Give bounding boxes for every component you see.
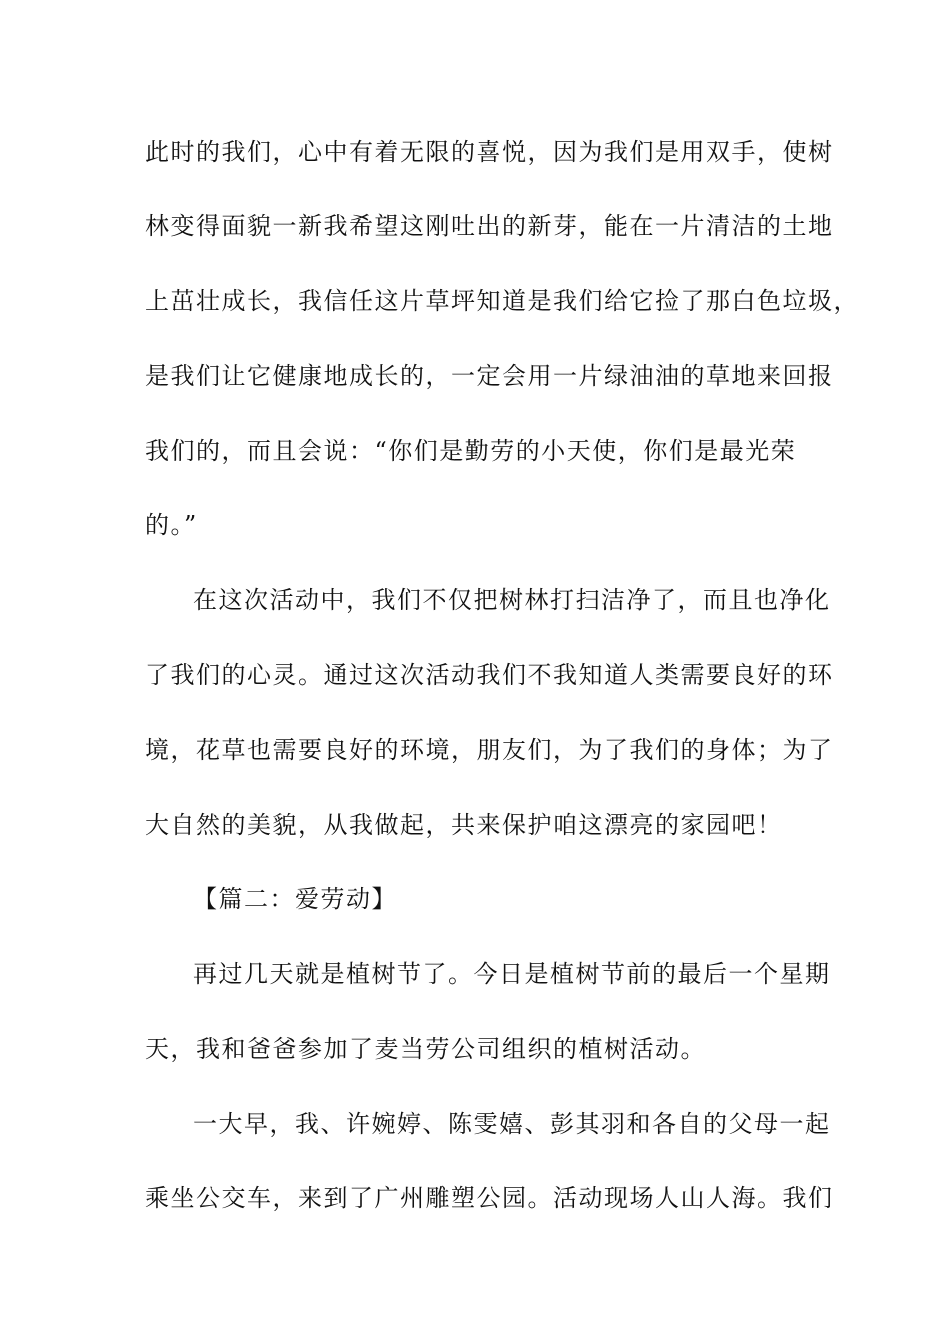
paragraph-line: 大自然的美貌，从我做起，共来保护咱这漂亮的家园吧！ <box>145 811 783 839</box>
paragraph-line: 了我们的心灵。通过这次活动我们不我知道人类需要良好的环 <box>145 661 834 689</box>
paragraph-line: 境，花草也需要良好的环境，朋友们，为了我们的身体；为了 <box>145 736 834 764</box>
paragraph-line: 乘坐公交车，来到了广州雕塑公园。活动现场人山人海。我们 <box>145 1184 834 1212</box>
paragraph-line: 的。” <box>145 511 198 539</box>
paragraph-line: 在这次活动中，我们不仅把树林打扫洁净了，而且也净化 <box>193 586 831 614</box>
paragraph-line: 上茁壮成长，我信任这片草坪知道是我们给它捡了那白色垃圾， <box>145 287 859 315</box>
paragraph-line: 是我们让它健康地成长的，一定会用一片绿油油的草地来回报 <box>145 362 834 390</box>
paragraph-line: 天，我和爸爸参加了麦当劳公司组织的植树活动。 <box>145 1035 706 1063</box>
paragraph-line: 再过几天就是植树节了。今日是植树节前的最后一个星期 <box>193 960 831 988</box>
section-heading: 【篇二：爱劳动】 <box>193 885 397 913</box>
paragraph-line: 林变得面貌一新我希望这刚吐出的新芽，能在一片清洁的土地 <box>145 212 834 240</box>
paragraph-line: 此时的我们，心中有着无限的喜悦，因为我们是用双手，使树 <box>145 138 834 166</box>
paragraph-line: 我们的，而且会说：“你们是勤劳的小天使，你们是最光荣 <box>145 437 797 465</box>
paragraph-line: 一大早，我、许婉婷、陈雯嬉、彭其羽和各自的父母一起 <box>193 1110 831 1138</box>
